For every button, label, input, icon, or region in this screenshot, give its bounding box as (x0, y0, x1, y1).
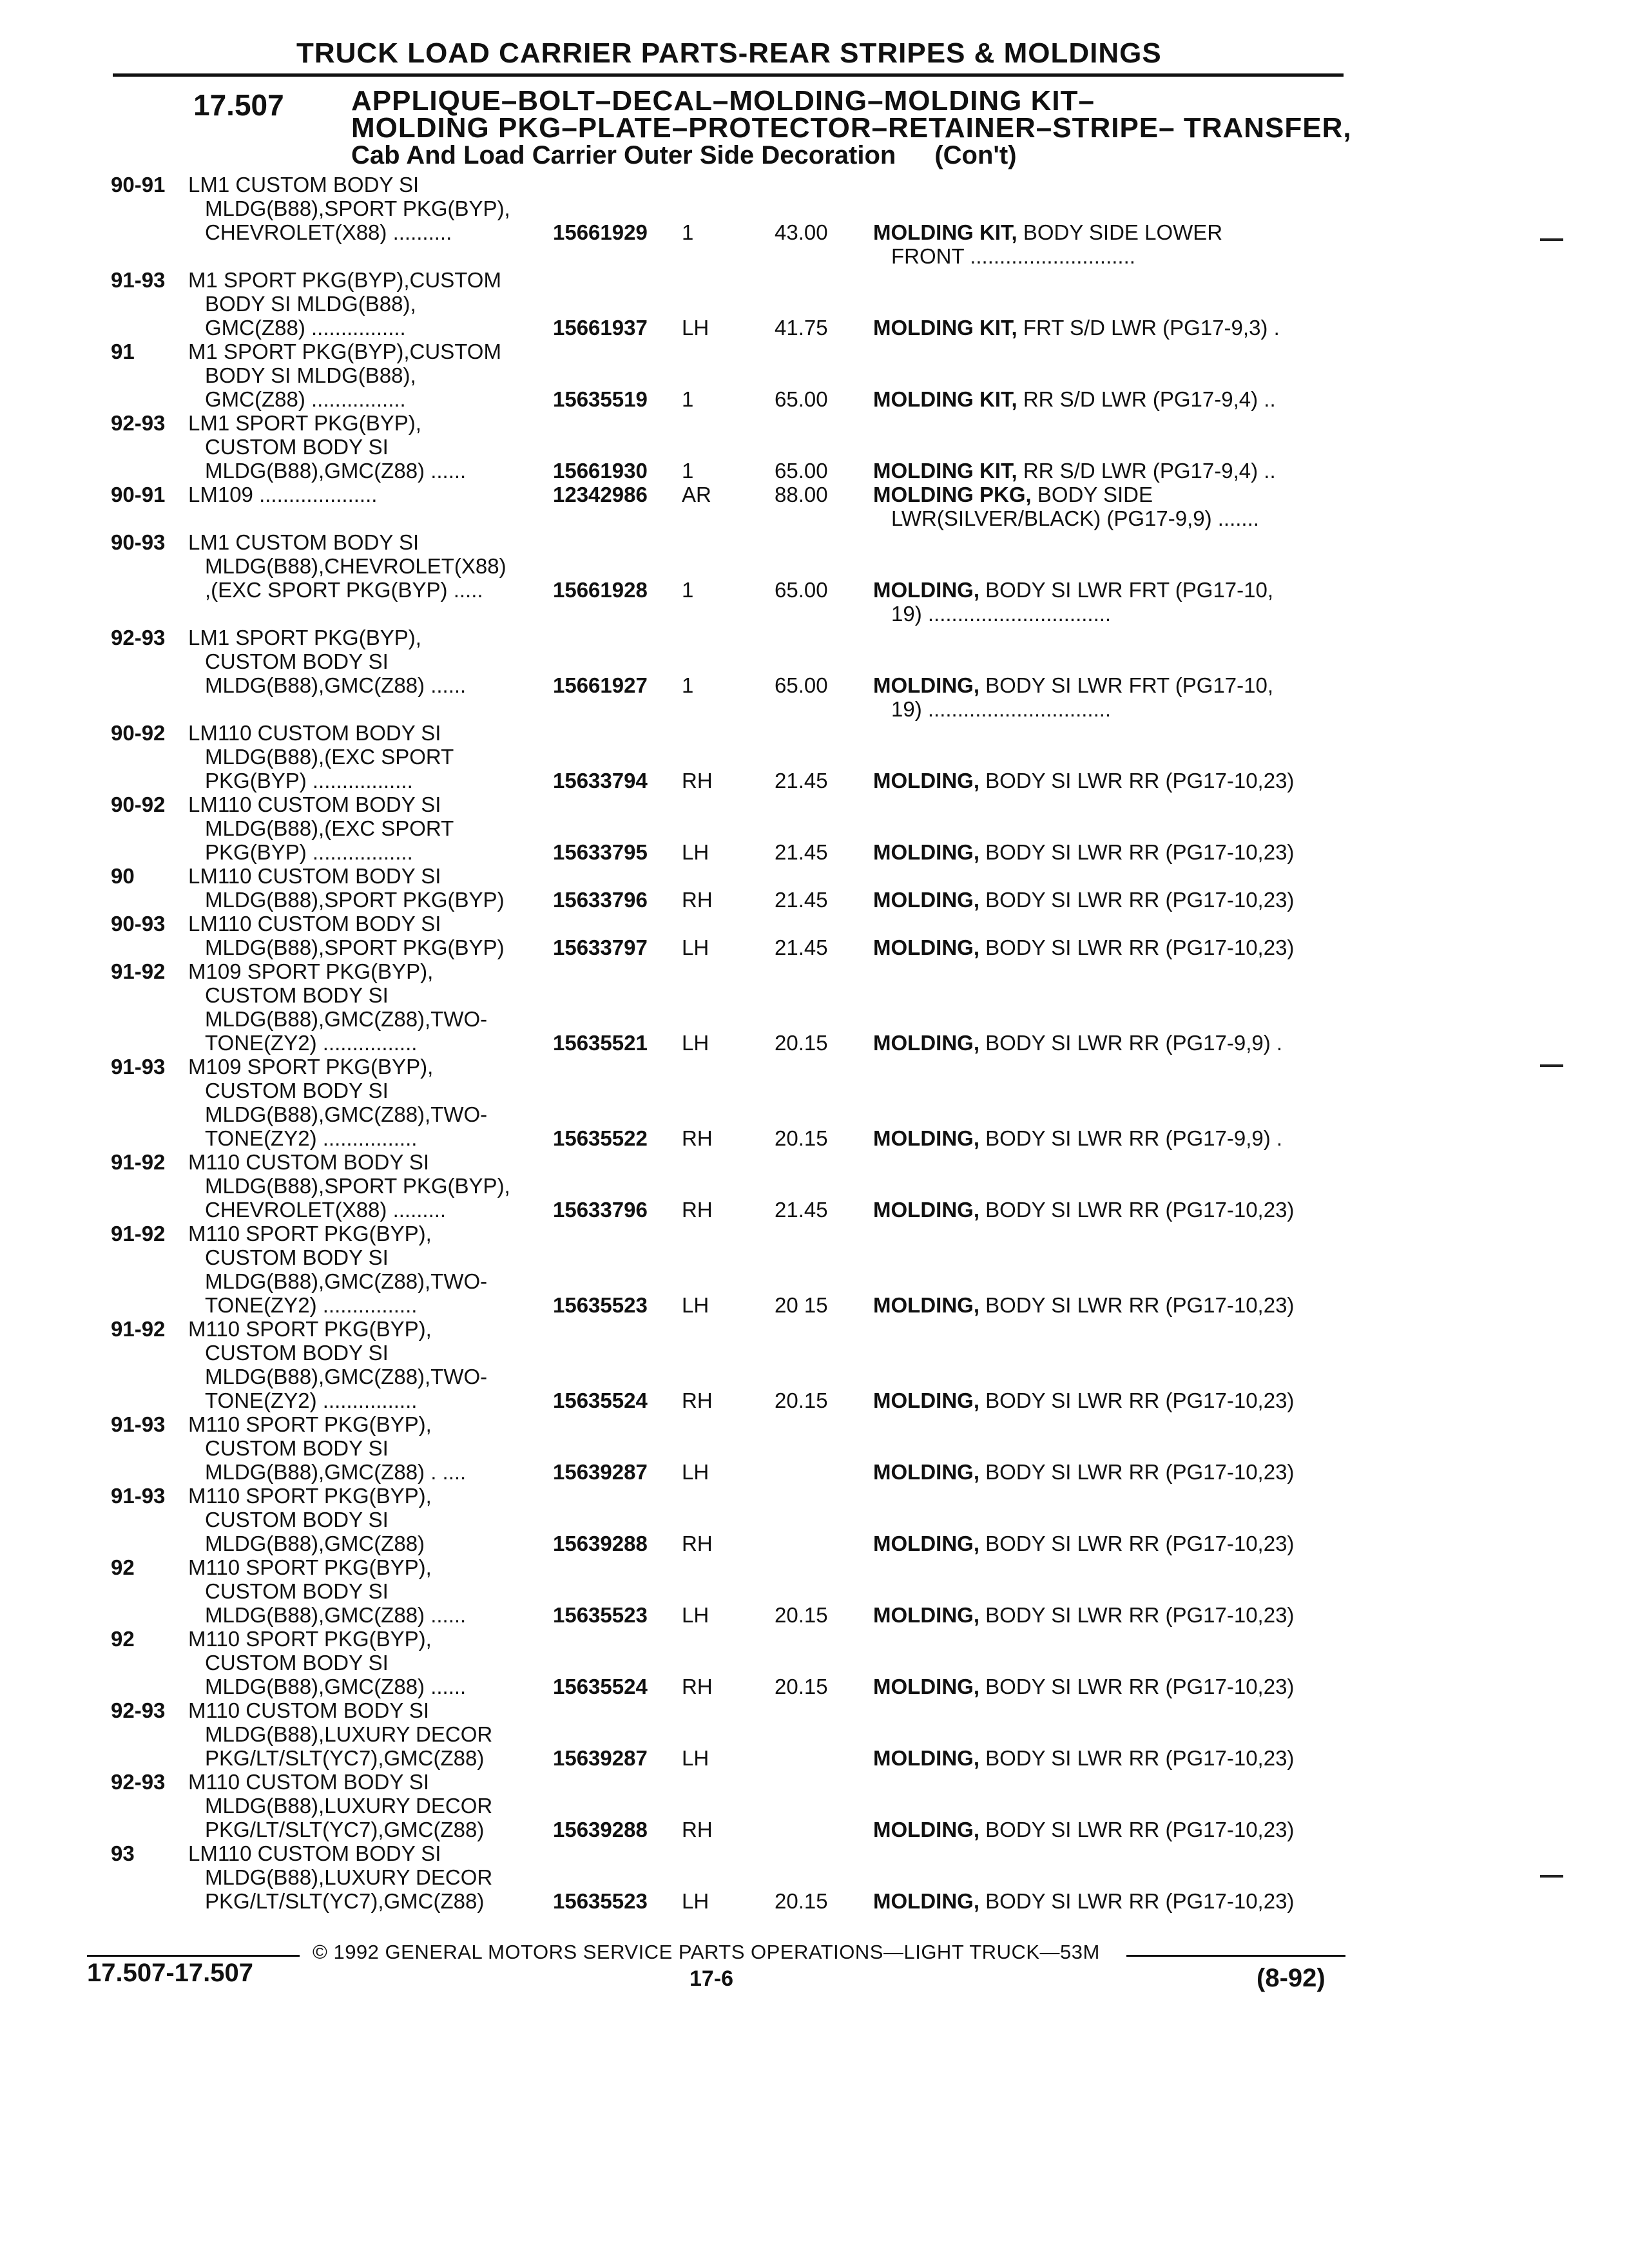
quantity: LH (682, 1889, 709, 1913)
part-detail-continued: 19) ............................... (891, 602, 1112, 626)
quantity: RH (682, 769, 713, 793)
footer-rule-left (87, 1955, 300, 1957)
part-detail: BODY SI LWR FRT (PG17-10, (985, 578, 1274, 602)
model-description (188, 340, 501, 411)
model-years: 91-92 (111, 1222, 166, 1245)
model-line: LM109 .................... (188, 483, 378, 506)
price: 41.75 (775, 316, 828, 340)
part-detail: RR S/D LWR (PG17-9,4) .. (1023, 387, 1276, 411)
part-number: 15633794 (553, 769, 648, 793)
model-description (188, 1412, 466, 1484)
part-detail: BODY SI LWR RR (PG17-10,23) (985, 1603, 1295, 1627)
part-description (873, 1818, 1363, 1841)
model-line: MLDG(B88),SPORT PKG(BYP), (205, 197, 510, 220)
model-line: CHEVROLET(X88) .......... (205, 220, 452, 244)
model-line: MLDG(B88),LUXURY DECOR (205, 1794, 493, 1818)
section-title-line-2: MOLDING PKG–PLATE–PROTECTOR–RETAINER–STRIPE– TRANSFER, (351, 112, 1352, 144)
part-name: MOLDING, (873, 888, 979, 912)
part-number: 15635523 (553, 1889, 648, 1913)
model-line: MLDG(B88),SPORT PKG(BYP) (205, 888, 505, 912)
part-description (873, 1389, 1363, 1412)
model-line: LM110 CUSTOM BODY SI (188, 793, 441, 816)
section-title-line-3: Cab And Load Carrier Outer Side Decoration (351, 141, 896, 169)
model-line: CUSTOM BODY SI (205, 1341, 389, 1365)
price: 20.15 (775, 1126, 828, 1150)
price: 88.00 (775, 483, 828, 506)
model-line: M109 SPORT PKG(BYP), (188, 959, 434, 983)
model-line: LM110 CUSTOM BODY SI (188, 864, 441, 888)
model-line: GMC(Z88) ................ (205, 316, 406, 340)
model-line: BODY SI MLDG(B88), (205, 363, 416, 387)
part-name: MOLDING, (873, 578, 979, 602)
model-description (188, 483, 377, 506)
part-detail: BODY SI LWR RR (PG17-10,23) (985, 1532, 1295, 1555)
part-name: MOLDING, (873, 1532, 979, 1555)
part-description (873, 1198, 1363, 1222)
model-line: M110 SPORT PKG(BYP), (188, 1222, 432, 1245)
margin-mark (1540, 238, 1563, 241)
quantity: RH (682, 1675, 713, 1698)
part-number: 15661927 (553, 673, 648, 697)
model-line: M110 SPORT PKG(BYP), (188, 1317, 432, 1341)
part-detail: BODY SIDE (1037, 483, 1153, 506)
quantity: LH (682, 936, 709, 959)
part-detail: BODY SI LWR RR (PG17-9,9) . (985, 1031, 1283, 1055)
price: 20.15 (775, 1603, 828, 1627)
model-description (188, 1222, 487, 1317)
part-description (873, 1293, 1363, 1317)
model-description (188, 959, 487, 1055)
section-heading (351, 85, 1352, 169)
model-years: 90 (111, 864, 135, 888)
quantity: AR (682, 483, 711, 506)
part-number: 15661928 (553, 578, 648, 602)
section-continued: (Con't) (934, 141, 1017, 169)
part-number: 15635522 (553, 1126, 648, 1150)
part-description (873, 578, 1363, 626)
model-line: PKG(BYP) ................. (205, 769, 413, 793)
model-line: ,(EXC SPORT PKG(BYP) ..... (205, 578, 483, 602)
quantity: RH (682, 1818, 713, 1841)
part-detail: BODY SI LWR RR (PG17-10,23) (985, 1460, 1295, 1484)
model-description (188, 1150, 510, 1222)
part-description (873, 220, 1363, 268)
part-detail: BODY SI LWR RR (PG17-10,23) (985, 1198, 1295, 1222)
part-description (873, 769, 1363, 793)
part-detail: RR S/D LWR (PG17-9,4) .. (1023, 459, 1276, 483)
part-detail-continued: LWR(SILVER/BLACK) (PG17-9,9) ....... (891, 506, 1259, 530)
model-years: 93 (111, 1841, 135, 1865)
part-detail: BODY SI LWR RR (PG17-10,23) (985, 1818, 1295, 1841)
quantity: 1 (682, 387, 694, 411)
model-line: CUSTOM BODY SI (205, 1245, 389, 1269)
part-name: MOLDING, (873, 1389, 979, 1412)
model-years: 92-93 (111, 411, 166, 435)
quantity: 1 (682, 578, 694, 602)
model-line: PKG/LT/SLT(YC7),GMC(Z88) (205, 1746, 485, 1770)
price: 21.45 (775, 840, 828, 864)
part-detail: BODY SI LWR FRT (PG17-10, (985, 673, 1274, 697)
model-line: PKG/LT/SLT(YC7),GMC(Z88) (205, 1889, 485, 1913)
model-line: MLDG(B88),GMC(Z88) ...... (205, 459, 467, 483)
model-description (188, 1484, 432, 1555)
part-name: MOLDING, (873, 840, 979, 864)
part-name: MOLDING KIT, (873, 316, 1017, 340)
part-name: MOLDING, (873, 936, 979, 959)
price: 20 15 (775, 1293, 828, 1317)
part-detail: BODY SI LWR RR (PG17-10,23) (985, 840, 1295, 864)
model-description (188, 626, 466, 697)
model-line: MLDG(B88),GMC(Z88) . .... (205, 1460, 467, 1484)
model-line: LM1 CUSTOM BODY SI (188, 530, 419, 554)
model-years: 90-92 (111, 721, 166, 745)
model-years: 92-93 (111, 626, 166, 649)
model-line: LM1 SPORT PKG(BYP), (188, 411, 421, 435)
quantity: LH (682, 840, 709, 864)
model-years: 92 (111, 1627, 135, 1651)
model-line: M110 CUSTOM BODY SI (188, 1770, 430, 1794)
part-number: 15639288 (553, 1818, 648, 1841)
section-title-line-1: APPLIQUE–BOLT–DECAL–MOLDING–MOLDING KIT– (351, 85, 1095, 117)
price: 20.15 (775, 1675, 828, 1698)
price: 20.15 (775, 1389, 828, 1412)
model-line: LM110 CUSTOM BODY SI (188, 721, 441, 745)
part-description (873, 1675, 1363, 1698)
part-number: 15633797 (553, 936, 648, 959)
price: 65.00 (775, 387, 828, 411)
part-description (873, 1746, 1363, 1770)
part-description (873, 840, 1363, 864)
header-rule (113, 73, 1344, 77)
part-description (873, 1889, 1363, 1913)
model-line: M110 CUSTOM BODY SI (188, 1150, 430, 1174)
part-name: MOLDING, (873, 1818, 979, 1841)
price: 21.45 (775, 769, 828, 793)
model-years: 91-92 (111, 1317, 166, 1341)
model-line: MLDG(B88),LUXURY DECOR (205, 1865, 493, 1889)
model-line: CUSTOM BODY SI (205, 983, 389, 1007)
part-description (873, 888, 1363, 912)
model-line: M110 SPORT PKG(BYP), (188, 1412, 432, 1436)
model-years: 90-92 (111, 793, 166, 816)
part-detail: BODY SI LWR RR (PG17-10,23) (985, 936, 1295, 959)
footer-rule-right (1126, 1955, 1345, 1957)
part-name: MOLDING KIT, (873, 459, 1017, 483)
part-detail: BODY SI LWR RR (PG17-10,23) (985, 769, 1295, 793)
model-line: LM110 CUSTOM BODY SI (188, 912, 441, 936)
part-detail: BODY SI LWR RR (PG17-10,23) (985, 1889, 1295, 1913)
part-description (873, 673, 1363, 721)
model-line: M109 SPORT PKG(BYP), (188, 1055, 434, 1079)
part-description (873, 387, 1363, 411)
model-description (188, 1627, 466, 1698)
part-number: 15661930 (553, 459, 648, 483)
part-description (873, 936, 1363, 959)
margin-mark (1540, 1064, 1563, 1067)
margin-mark (1540, 1875, 1563, 1878)
model-line: M110 SPORT PKG(BYP), (188, 1627, 432, 1651)
price: 65.00 (775, 578, 828, 602)
model-description (188, 1317, 487, 1412)
part-detail: BODY SI LWR RR (PG17-10,23) (985, 1675, 1295, 1698)
part-detail: FRT S/D LWR (PG17-9,3) . (1023, 316, 1280, 340)
part-number: 15635521 (553, 1031, 648, 1055)
model-years: 90-91 (111, 173, 166, 197)
model-line: MLDG(B88),(EXC SPORT (205, 816, 454, 840)
part-number: 15639287 (553, 1746, 648, 1770)
part-description (873, 1031, 1363, 1055)
footer-revision-date: (8-92) (1257, 1964, 1325, 1992)
part-number: 15639287 (553, 1460, 648, 1484)
quantity: 1 (682, 673, 694, 697)
part-number: 15635523 (553, 1603, 648, 1627)
model-years: 92 (111, 1555, 135, 1579)
model-description (188, 912, 505, 959)
part-description (873, 316, 1363, 340)
model-years: 92-93 (111, 1698, 166, 1722)
model-line: BODY SI MLDG(B88), (205, 292, 416, 316)
model-years: 92-93 (111, 1770, 166, 1794)
part-name: MOLDING KIT, (873, 220, 1017, 244)
part-description (873, 1126, 1363, 1150)
quantity: 1 (682, 459, 694, 483)
part-detail: BODY SI LWR RR (PG17-10,23) (985, 1746, 1295, 1770)
part-name: MOLDING, (873, 1675, 979, 1698)
part-detail-continued: FRONT ............................ (891, 244, 1135, 268)
model-line: CUSTOM BODY SI (205, 435, 389, 459)
model-line: M110 SPORT PKG(BYP), (188, 1484, 432, 1508)
price: 43.00 (775, 220, 828, 244)
footer-section-range: 17.507-17.507 (87, 1959, 254, 1987)
model-line: PKG(BYP) ................. (205, 840, 413, 864)
part-description (873, 1532, 1363, 1555)
part-description (873, 1460, 1363, 1484)
footer-page-number: 17-6 (689, 1966, 734, 1991)
part-name: MOLDING, (873, 769, 979, 793)
quantity: LH (682, 1746, 709, 1770)
model-line: CUSTOM BODY SI (205, 1579, 389, 1603)
quantity: LH (682, 1031, 709, 1055)
price: 20.15 (775, 1031, 828, 1055)
part-detail: BODY SI LWR RR (PG17-10,23) (985, 888, 1295, 912)
model-line: CUSTOM BODY SI (205, 1651, 389, 1675)
model-description (188, 1555, 466, 1627)
model-years: 91-93 (111, 1055, 166, 1079)
model-years: 91-92 (111, 959, 166, 983)
part-number: 15661937 (553, 316, 648, 340)
price: 21.45 (775, 936, 828, 959)
price: 21.45 (775, 888, 828, 912)
part-name: MOLDING, (873, 1603, 979, 1627)
model-line: TONE(ZY2) ................ (205, 1031, 418, 1055)
model-description (188, 268, 501, 340)
model-years: 91-93 (111, 268, 166, 292)
part-name: MOLDING, (873, 1126, 979, 1150)
model-line: LM1 SPORT PKG(BYP), (188, 626, 421, 649)
quantity: RH (682, 1198, 713, 1222)
model-line: MLDG(B88),GMC(Z88),TWO- (205, 1102, 488, 1126)
quantity: 1 (682, 220, 694, 244)
model-line: MLDG(B88),GMC(Z88) ...... (205, 673, 467, 697)
model-description (188, 530, 506, 602)
model-line: M1 SPORT PKG(BYP),CUSTOM (188, 340, 501, 363)
quantity: LH (682, 1603, 709, 1627)
part-name: MOLDING KIT, (873, 387, 1017, 411)
part-number: 15661929 (553, 220, 648, 244)
quantity: LH (682, 316, 709, 340)
part-number: 15635523 (553, 1293, 648, 1317)
part-number: 15635524 (553, 1675, 648, 1698)
model-line: CHEVROLET(X88) ......... (205, 1198, 447, 1222)
quantity: RH (682, 1126, 713, 1150)
model-years: 90-93 (111, 530, 166, 554)
part-description (873, 1603, 1363, 1627)
model-description (188, 411, 466, 483)
model-years: 91-92 (111, 1150, 166, 1174)
model-line: GMC(Z88) ................ (205, 387, 406, 411)
part-name: MOLDING, (873, 1293, 979, 1317)
part-number: 15635524 (553, 1389, 648, 1412)
model-line: LM110 CUSTOM BODY SI (188, 1841, 441, 1865)
section-number: 17.507 (193, 88, 284, 122)
quantity: LH (682, 1460, 709, 1484)
model-years: 91 (111, 340, 135, 363)
model-line: CUSTOM BODY SI (205, 1436, 389, 1460)
model-line: MLDG(B88),SPORT PKG(BYP) (205, 936, 505, 959)
price: 20.15 (775, 1889, 828, 1913)
model-description (188, 1770, 492, 1841)
model-line: MLDG(B88),SPORT PKG(BYP), (205, 1174, 510, 1198)
model-line: M110 CUSTOM BODY SI (188, 1698, 430, 1722)
part-description (873, 459, 1363, 483)
quantity: RH (682, 1532, 713, 1555)
model-line: M110 SPORT PKG(BYP), (188, 1555, 432, 1579)
part-description (873, 483, 1363, 530)
part-number: 15633796 (553, 1198, 648, 1222)
model-line: LM1 CUSTOM BODY SI (188, 173, 419, 197)
part-name: MOLDING, (873, 1198, 979, 1222)
model-line: MLDG(B88),GMC(Z88) (205, 1532, 425, 1555)
part-number: 12342986 (553, 483, 648, 506)
model-years: 90-93 (111, 912, 166, 936)
part-detail: BODY SI LWR RR (PG17-10,23) (985, 1389, 1295, 1412)
model-years: 91-93 (111, 1484, 166, 1508)
part-detail-continued: 19) ............................... (891, 697, 1112, 721)
model-description (188, 721, 454, 793)
model-line: M1 SPORT PKG(BYP),CUSTOM (188, 268, 501, 292)
page-title: TRUCK LOAD CARRIER PARTS-REAR STRIPES & MOLDINGS (296, 37, 1162, 69)
model-line: MLDG(B88),GMC(Z88) ...... (205, 1675, 467, 1698)
part-number: 15635519 (553, 387, 648, 411)
model-description (188, 173, 510, 244)
part-name: MOLDING, (873, 1460, 979, 1484)
part-detail: BODY SI LWR RR (PG17-10,23) (985, 1293, 1295, 1317)
part-detail: BODY SIDE LOWER (1023, 220, 1223, 244)
price: 21.45 (775, 1198, 828, 1222)
model-line: CUSTOM BODY SI (205, 1079, 389, 1102)
model-line: MLDG(B88),GMC(Z88),TWO- (205, 1365, 488, 1389)
model-description (188, 793, 454, 864)
part-name: MOLDING PKG, (873, 483, 1032, 506)
quantity: RH (682, 888, 713, 912)
part-name: MOLDING, (873, 1889, 979, 1913)
part-number: 15633795 (553, 840, 648, 864)
model-line: MLDG(B88),CHEVROLET(X88) (205, 554, 506, 578)
model-line: MLDG(B88),LUXURY DECOR (205, 1722, 493, 1746)
model-line: MLDG(B88),GMC(Z88),TWO- (205, 1269, 488, 1293)
model-line: MLDG(B88),(EXC SPORT (205, 745, 454, 769)
model-line: TONE(ZY2) ................ (205, 1389, 418, 1412)
model-years: 90-91 (111, 483, 166, 506)
part-name: MOLDING, (873, 1031, 979, 1055)
part-number: 15633796 (553, 888, 648, 912)
model-description (188, 1698, 492, 1770)
model-line: CUSTOM BODY SI (205, 1508, 389, 1532)
footer-copyright: © 1992 GENERAL MOTORS SERVICE PARTS OPERATIONS—LIGHT TRUCK—53M (313, 1941, 1100, 1963)
price: 65.00 (775, 673, 828, 697)
quantity: RH (682, 1389, 713, 1412)
model-description (188, 864, 505, 912)
quantity: LH (682, 1293, 709, 1317)
model-years: 91-93 (111, 1412, 166, 1436)
model-description (188, 1841, 492, 1913)
price: 65.00 (775, 459, 828, 483)
model-line: PKG/LT/SLT(YC7),GMC(Z88) (205, 1818, 485, 1841)
part-name: MOLDING, (873, 1746, 979, 1770)
model-line: TONE(ZY2) ................ (205, 1126, 418, 1150)
model-line: TONE(ZY2) ................ (205, 1293, 418, 1317)
part-name: MOLDING, (873, 673, 979, 697)
model-line: MLDG(B88),GMC(Z88) ...... (205, 1603, 467, 1627)
model-description (188, 1055, 487, 1150)
model-line: CUSTOM BODY SI (205, 649, 389, 673)
part-detail: BODY SI LWR RR (PG17-9,9) . (985, 1126, 1283, 1150)
model-line: MLDG(B88),GMC(Z88),TWO- (205, 1007, 488, 1031)
part-number: 15639288 (553, 1532, 648, 1555)
